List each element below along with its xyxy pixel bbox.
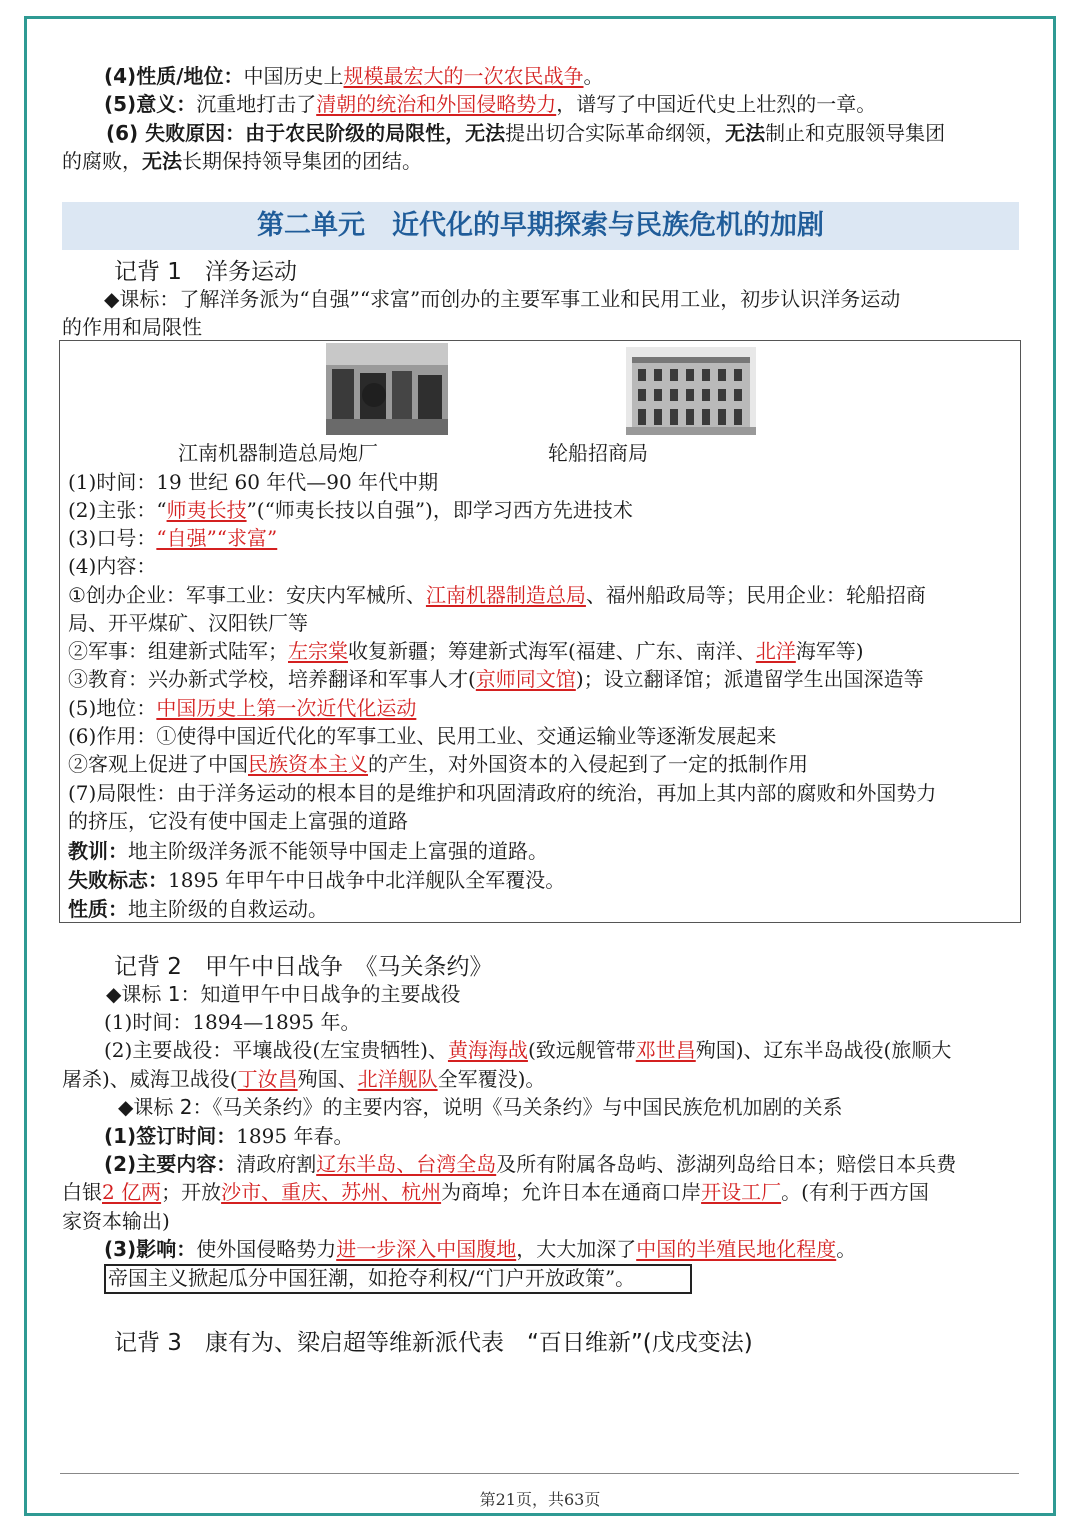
war-battles: (2)主要战役：平壤战役(左宝贵牺牲)、黄海海战(致远舰管带邓世昌殉国)、辽东半岛战役(旅顺大 (104, 1038, 952, 1062)
footer-divider (60, 1473, 1019, 1474)
nature-line: (4)性质/地位：中国历史上规模最宏大的一次农民战争。 (104, 64, 604, 88)
section-2-standard-2: ◆课标 2：《马关条约》的主要内容，说明《马关条约》与中国民族危机加剧的关系 (118, 1095, 843, 1119)
yangwu-military: ②军事：组建新式陆军；左宗棠收复新疆；筹建新式海军(福建、广东、南洋、北洋海军等) (68, 639, 864, 663)
treaty-content-cont: 白银2 亿两；开放沙市、重庆、苏州、杭州为商埠；允许日本在通商口岸开设工厂。(有利于西方国 (62, 1180, 929, 1204)
unit-title-banner: 第二单元 近代化的早期探索与民族危机的加剧 (62, 202, 1019, 250)
yangwu-status: (5)地位：中国历史上第一次近代化运动 (68, 696, 417, 720)
treaty-impact: (3)影响：使外国侵略势力进一步深入中国腹地，大大加深了中国的半殖民地化程度。 (104, 1237, 857, 1261)
yangwu-effect-1: (6)作用：①使得中国近代化的军事工业、民用工业、交通运输业等逐渐发展起来 (68, 724, 777, 748)
section-2-heading: 记背 2 甲午中日战争 《马关条约》 (114, 954, 493, 980)
factory-image-icon (326, 343, 448, 435)
yangwu-limitation-cont: 的挤压，它没有使中国走上富强的道路 (68, 809, 408, 833)
section-1-standard: ◆课标：了解洋务派为“自强”“求富”而创办的主要军事工业和民用工业，初步认识洋务运动 (104, 287, 901, 311)
failure-line-1: (6) 失败原因：由于农民阶级的局限性，无法提出切合实际革命纲领，无法制止和克服领导集团 (106, 121, 946, 145)
yangwu-proposal: (2)主张：“师夷长技”(“师夷长技以自强”)，即学习西方先进技术 (68, 498, 633, 522)
treaty-content: (2)主要内容：清政府割辽东半岛、台湾全岛及所有附属各岛屿、澎湖列岛给日本；赔偿日本兵费 (104, 1152, 957, 1176)
jiangnan-arsenal-photo (326, 343, 448, 435)
yangwu-slogan: (3)口号：“自强”“求富” (68, 526, 278, 550)
significance-line: (5)意义：沉重地打击了清朝的统治和外国侵略势力，谱写了中国近代史上壮烈的一章。 (104, 92, 877, 116)
failure-line-2: 的腐败，无法长期保持领导集团的团结。 (62, 149, 422, 173)
war-battles-cont: 屠杀)、威海卫战役(丁汝昌殉国、北洋舰队全军覆没)。 (62, 1067, 546, 1091)
section-2-standard-1: ◆课标 1：知道甲午中日战争的主要战役 (106, 982, 461, 1006)
yangwu-enterprises-cont: 局、开平煤矿、汉阳铁厂等 (68, 611, 308, 635)
yangwu-limitation: (7)局限性：由于洋务运动的根本目的是维护和巩固清政府的统治，再加上其内部的腐败和外国势力 (68, 781, 937, 805)
imperialism-note: 帝国主义掀起瓜分中国狂潮，如抢夺利权/“门户开放政策”。 (108, 1266, 636, 1290)
section-1-heading: 记背 1 洋务运动 (114, 259, 297, 285)
yangwu-education: ③教育：兴办新式学校，培养翻译和军事人才(京师同文馆)；设立翻译馆；派遣留学生出国深造等 (68, 667, 924, 691)
yangwu-effect-2: ②客观上促进了中国民族资本主义的产生，对外国资本的入侵起到了一定的抵制作用 (68, 752, 808, 776)
section-3-heading: 记背 3 康有为、梁启超等维新派代表 “百日维新”(戊戌变法) (114, 1330, 753, 1356)
page-number: 第21页，共63页 (479, 1490, 601, 1509)
treaty-date: (1)签订时间：1895 年春。 (104, 1124, 354, 1148)
war-time: (1)时间：1894—1895 年。 (104, 1010, 361, 1034)
photo-caption-merchants: 轮船招商局 (548, 441, 648, 465)
yangwu-enterprises: ①创办企业：军事工业：安庆内军械所、江南机器制造总局、福州船政局等；民用企业：轮船招商 (68, 583, 926, 607)
building-image-icon (626, 347, 756, 435)
treaty-content-cont-2: 家资本输出) (62, 1209, 170, 1233)
photo-caption-arsenal: 江南机器制造总局炮厂 (178, 441, 378, 465)
yangwu-content-label: (4)内容： (68, 554, 157, 578)
yangwu-failure-sign: 失败标志：1895 年甲午中日战争中北洋舰队全军覆没。 (68, 868, 566, 892)
section-1-standard-cont: 的作用和局限性 (62, 315, 202, 339)
china-merchants-photo (626, 347, 756, 435)
yangwu-time: (1)时间：19 世纪 60 年代—90 年代中期 (68, 470, 439, 494)
yangwu-lesson: 教训：地主阶级洋务派不能领导中国走上富强的道路。 (68, 839, 548, 863)
yangwu-nature: 性质：地主阶级的自救运动。 (68, 897, 328, 921)
